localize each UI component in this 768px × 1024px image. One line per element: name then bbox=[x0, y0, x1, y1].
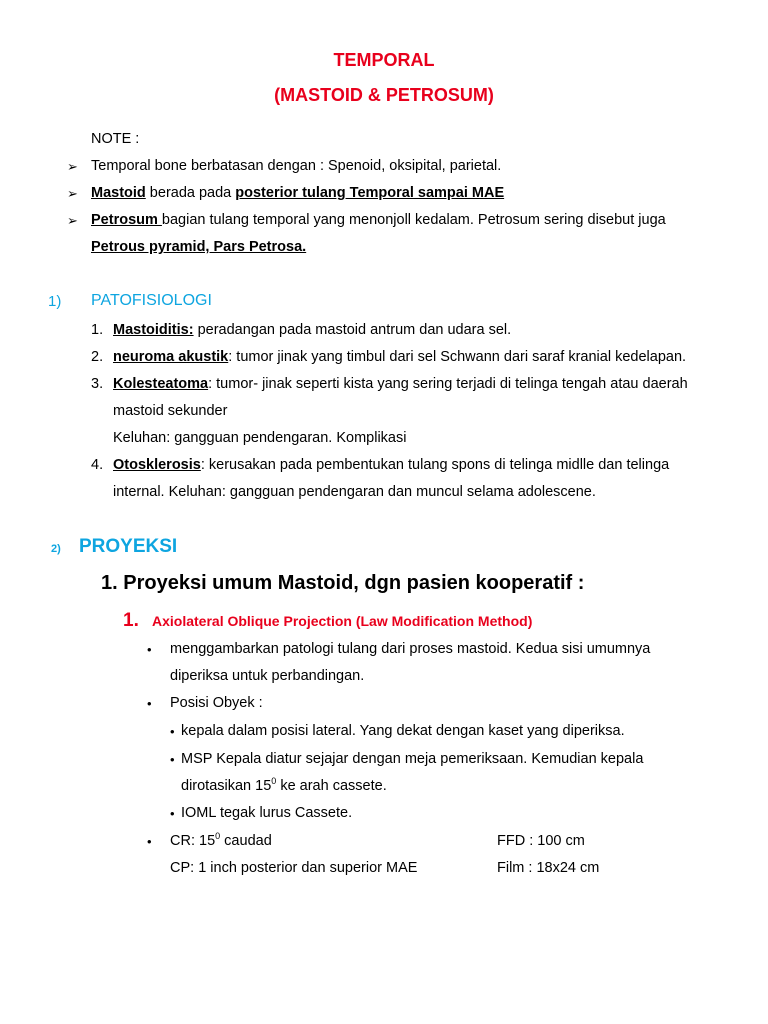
bullet-1-line-2: diperiksa untuk perbandingan. bbox=[170, 668, 365, 684]
patho-text: : tumor- jinak seperti kista yang sering terjadi di telinga tengah atau daerah bbox=[208, 376, 688, 392]
ffd-value: FFD : 100 cm bbox=[497, 833, 585, 849]
note-item-1: Temporal bone berbatasan dengan : Spenoid, oksipital, parietal. bbox=[91, 158, 502, 174]
note-text: bagian tulang temporal yang menonjoll kedalam. Petrosum sering disebut juga bbox=[161, 212, 666, 228]
patho-text: peradangan pada mastoid antrum dan udara sel. bbox=[193, 322, 512, 338]
cr-text: CR: 15 bbox=[170, 833, 216, 849]
sub-bullet-2-line-2 bbox=[181, 776, 387, 794]
central-ray bbox=[170, 831, 272, 849]
section-1-number: 1) bbox=[48, 293, 62, 310]
patho-item-3-line-2: mastoid sekunder bbox=[113, 403, 228, 419]
arrow-bullet-icon: ➢ bbox=[67, 213, 78, 228]
bullet-1-line-1: menggambarkan patologi tulang dari proses mastoid. Kedua sisi umumnya bbox=[170, 641, 651, 657]
patho-item-4-line-2: internal. Keluhan: gangguan pendengaran dan muncul selama adolescene. bbox=[113, 484, 596, 500]
document-subtitle: (MASTOID & PETROSUM) bbox=[274, 85, 494, 105]
term-neuroma: neuroma akustik bbox=[113, 349, 229, 365]
projection-number: 1. bbox=[123, 610, 139, 631]
section-1-heading: PATOFISIOLOGI bbox=[91, 292, 212, 309]
patho-item-num: 3. bbox=[91, 376, 104, 392]
bullet-icon: • bbox=[170, 752, 175, 767]
term-mastoid: Mastoid bbox=[91, 185, 146, 201]
section-2-heading: PROYEKSI bbox=[79, 536, 178, 557]
patho-text: : tumor jinak yang timbul dari sel Schwann dari saraf kranial kedelapan. bbox=[228, 349, 687, 365]
patho-item-num: 2. bbox=[91, 349, 104, 365]
cr-text: caudad bbox=[220, 833, 272, 849]
patho-item-2 bbox=[113, 350, 686, 365]
note-text: berada pada bbox=[145, 185, 236, 201]
section-2-subheading: 1. Proyeksi umum Mastoid, dgn pasien kooperatif : bbox=[101, 572, 585, 594]
bullet-2: Posisi Obyek : bbox=[170, 695, 263, 711]
section-2-number: 2) bbox=[51, 543, 61, 555]
patho-item-3 bbox=[113, 377, 688, 392]
bullet-icon: • bbox=[147, 834, 152, 849]
bullet-icon: • bbox=[170, 724, 175, 739]
sub-bullet-3: IOML tegak lurus Cassete. bbox=[181, 805, 353, 821]
term-otosklerosis: Otosklerosis bbox=[113, 457, 201, 473]
note-item-3 bbox=[91, 213, 666, 228]
sub-bullet-text: dirotasikan 15 bbox=[181, 778, 272, 794]
patho-item-num: 4. bbox=[91, 457, 104, 473]
patho-item-4 bbox=[113, 458, 669, 473]
patho-item-num: 1. bbox=[91, 322, 104, 338]
note-label: NOTE : bbox=[91, 131, 140, 147]
degree-superscript: 0 bbox=[271, 776, 277, 786]
arrow-bullet-icon: ➢ bbox=[67, 159, 78, 174]
bullet-icon: • bbox=[170, 806, 175, 821]
projection-title: Axiolateral Oblique Projection (Law Modification Method) bbox=[152, 613, 533, 629]
sub-bullet-1: kepala dalam posisi lateral. Yang dekat dengan kaset yang diperiksa. bbox=[181, 723, 625, 739]
film-size: Film : 18x24 cm bbox=[497, 860, 600, 876]
patho-item-1 bbox=[113, 323, 511, 338]
patho-item-3-line-3: Keluhan: gangguan pendengaran. Komplikasi bbox=[113, 430, 407, 446]
term-kolesteatoma: Kolesteatoma bbox=[113, 376, 209, 392]
degree-superscript: 0 bbox=[215, 831, 221, 841]
bullet-icon: • bbox=[147, 696, 152, 711]
bullet-icon: • bbox=[147, 642, 152, 657]
arrow-bullet-icon: ➢ bbox=[67, 186, 78, 201]
sub-bullet-text: ke arah cassete. bbox=[276, 778, 387, 794]
sub-bullet-2-line-1: MSP Kepala diatur sejajar dengan meja pemeriksaan. Kemudian kepala bbox=[181, 751, 644, 767]
term-petrous-pyramid: Petrous pyramid, Pars Petrosa. bbox=[91, 239, 307, 255]
term-mastoiditis: Mastoiditis: bbox=[113, 322, 194, 338]
term-petrosum: Petrosum bbox=[91, 212, 162, 228]
note-item-2 bbox=[91, 186, 504, 201]
document-title: TEMPORAL bbox=[333, 50, 435, 70]
patho-text: : kerusakan pada pembentukan tulang spons di telinga midlle dan telinga bbox=[200, 457, 670, 473]
central-point: CP: 1 inch posterior dan superior MAE bbox=[170, 860, 418, 876]
term-posterior: posterior tulang Temporal sampai MAE bbox=[235, 185, 505, 201]
